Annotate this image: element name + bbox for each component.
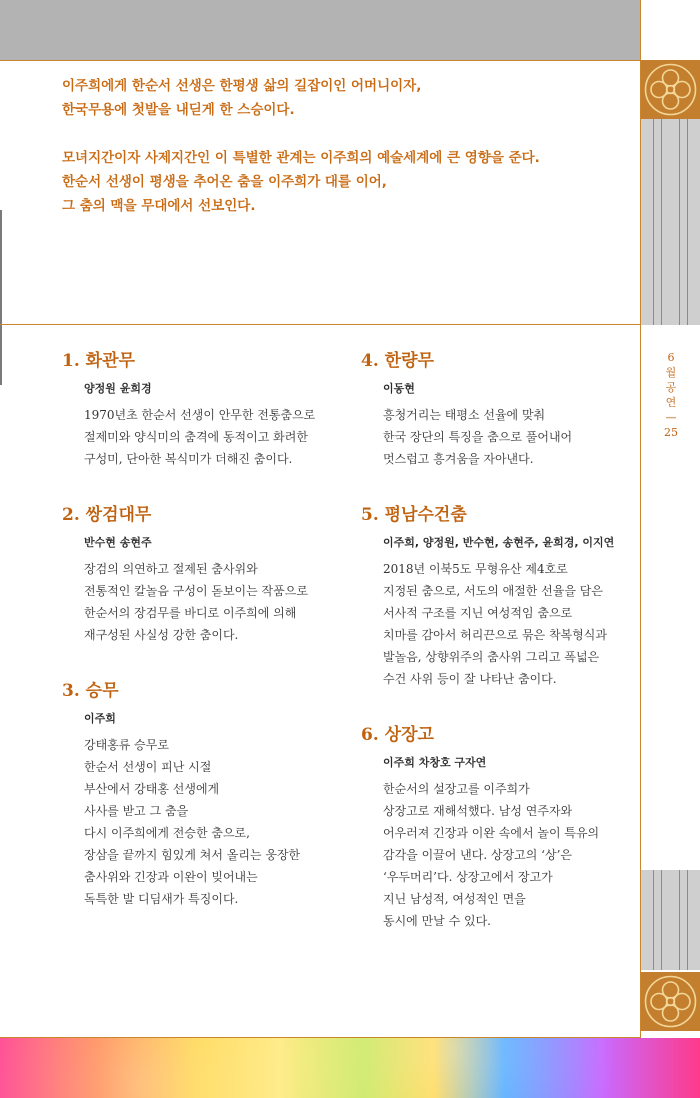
page-label-char: 공: [665, 381, 677, 394]
description-line: 한순서의 설장고를 이주희가: [383, 782, 530, 796]
description-line: 멋스럽고 흥겨움을 자아낸다.: [383, 452, 534, 466]
page-label-char: 월: [665, 366, 677, 379]
intro-line: 한국무용에 첫발을 내딛게 한 스승이다.: [62, 102, 295, 118]
program-item-6: [361, 722, 641, 932]
description-line: 발놀음, 상향위주의 춤사위 그리고 폭넓은: [383, 650, 600, 664]
description-line: 1970년초 한순서 선생이 안무한 전통춤으로: [84, 408, 316, 422]
description-line: 한순서 선생이 피난 시절: [84, 760, 212, 774]
page-label-char: 25: [664, 426, 678, 439]
program-description: [383, 558, 641, 690]
description-line: 독특한 발 디딤새가 특징이다.: [84, 892, 239, 906]
description-line: 치마를 감아서 허리끈으로 묶은 착복형식과: [383, 628, 607, 642]
program-performers: 이동현: [383, 382, 415, 395]
left-edge-mark: [0, 210, 2, 324]
description-line: 2018년 이북5도 무형유산 제4호로: [383, 562, 568, 576]
program-column-right: [361, 348, 641, 964]
description-line: 흥청거리는 태평소 선율에 맞춰: [383, 408, 546, 422]
description-line: 다시 이주희에게 전승한 춤으로,: [84, 826, 250, 840]
program-title: 1. 화관무: [62, 351, 135, 371]
page-label: [661, 350, 681, 440]
intro-line: 그 춤의 맥을 무대에서 선보인다.: [62, 198, 256, 214]
intro-paragraph-2: [62, 146, 622, 218]
description-line: 전통적인 칼놀음 구성이 돋보이는 작품으로: [84, 584, 308, 598]
top-gray-band: [0, 0, 640, 60]
watercolor-band: [0, 1038, 700, 1098]
program-description: [383, 778, 641, 932]
program-item-4: [361, 348, 641, 470]
flower-medallion-icon: [641, 60, 700, 119]
program-title: 2. 쌍검대무: [62, 505, 152, 525]
description-line: 재구성된 사실성 강한 춤이다.: [84, 628, 239, 642]
program-performers: 반수현 송현주: [84, 536, 152, 549]
intro-line: 이주희에게 한순서 선생은 한평생 삶의 길잡이인 어머니이자,: [62, 78, 422, 94]
description-line: 장검의 의연하고 절제된 춤사위와: [84, 562, 258, 576]
intro-line: 한순서 선생이 평생을 추어온 춤을 이주희가 대를 이어,: [62, 174, 387, 190]
gold-stripes: [641, 870, 700, 970]
description-line: 장삼을 끝까지 힘있게 쳐서 올리는 웅장한: [84, 848, 301, 862]
page-label-char: 6: [667, 351, 675, 364]
description-line: 춤사위와 긴장과 이완이 빚어내는: [84, 870, 258, 884]
program-performers: 이주희: [84, 712, 116, 725]
program-title: 5. 평남수건춤: [361, 505, 467, 525]
program-item-3: [62, 678, 342, 910]
program-title: 3. 승무: [62, 681, 119, 701]
page-label-char: —: [665, 411, 677, 424]
gold-stripes: [641, 119, 700, 325]
top-rule: [0, 60, 640, 61]
left-edge-mark: [0, 325, 2, 385]
program-item-2: [62, 502, 342, 646]
description-line: 사사를 받고 그 춤을: [84, 804, 189, 818]
description-line: 절제미와 양식미의 춤격에 동적이고 화려한: [84, 430, 308, 444]
page-label-char: 연: [665, 396, 677, 409]
program-performers: 이주희, 양정원, 반수현, 송현주, 윤희경, 이지연: [383, 536, 615, 549]
program-description: [84, 404, 342, 470]
intro-paragraph-1: [62, 74, 622, 122]
description-line: 감각을 이끌어 낸다. 상장고의 ‘상’은: [383, 848, 572, 862]
program-title: 4. 한량무: [361, 351, 434, 371]
description-line: 강태홍류 승무로: [84, 738, 169, 752]
program-description: [84, 734, 342, 910]
middle-rule: [0, 324, 640, 325]
program-column-left: [62, 348, 342, 942]
description-line: 지닌 남성적, 여성적인 면을: [383, 892, 526, 906]
intro-line: 모녀지간이자 사제지간인 이 특별한 관계는 이주희의 예술세계에 큰 영향을 준다.: [62, 150, 540, 166]
description-line: 구성미, 단아한 복식미가 더해진 춤이다.: [84, 452, 293, 466]
intro-text: [62, 74, 622, 242]
side-ornament-bottom: [641, 870, 700, 1038]
program-description: [84, 558, 342, 646]
program-description: [383, 404, 641, 470]
description-line: 수건 사위 등이 잘 나타난 춤이다.: [383, 672, 557, 686]
program-performers: 이주희 차창호 구자연: [383, 756, 487, 769]
description-line: 한순서의 장검무를 바디로 이주희에 의해: [84, 606, 297, 620]
program-item-5: [361, 502, 641, 690]
description-line: 서사적 구조를 지닌 여성적임 춤으로: [383, 606, 573, 620]
description-line: 동시에 만날 수 있다.: [383, 914, 491, 928]
program-item-1: [62, 348, 342, 470]
description-line: 어우러져 긴장과 이완 속에서 놀이 특유의: [383, 826, 600, 840]
side-ornament-top: [641, 60, 700, 325]
program-title: 6. 상장고: [361, 725, 434, 745]
description-line: 한국 장단의 특징을 춤으로 풀어내어: [383, 430, 573, 444]
description-line: ‘우두머리’다. 상장고에서 장고가: [383, 870, 553, 884]
description-line: 상장고로 재해석했다. 남성 연주자와: [383, 804, 573, 818]
program-performers: 양정원 윤희경: [84, 382, 152, 395]
description-line: 부산에서 강태홍 선생에게: [84, 782, 220, 796]
flower-medallion-icon: [641, 972, 700, 1031]
description-line: 지정된 춤으로, 서도의 애절한 선율을 담은: [383, 584, 603, 598]
